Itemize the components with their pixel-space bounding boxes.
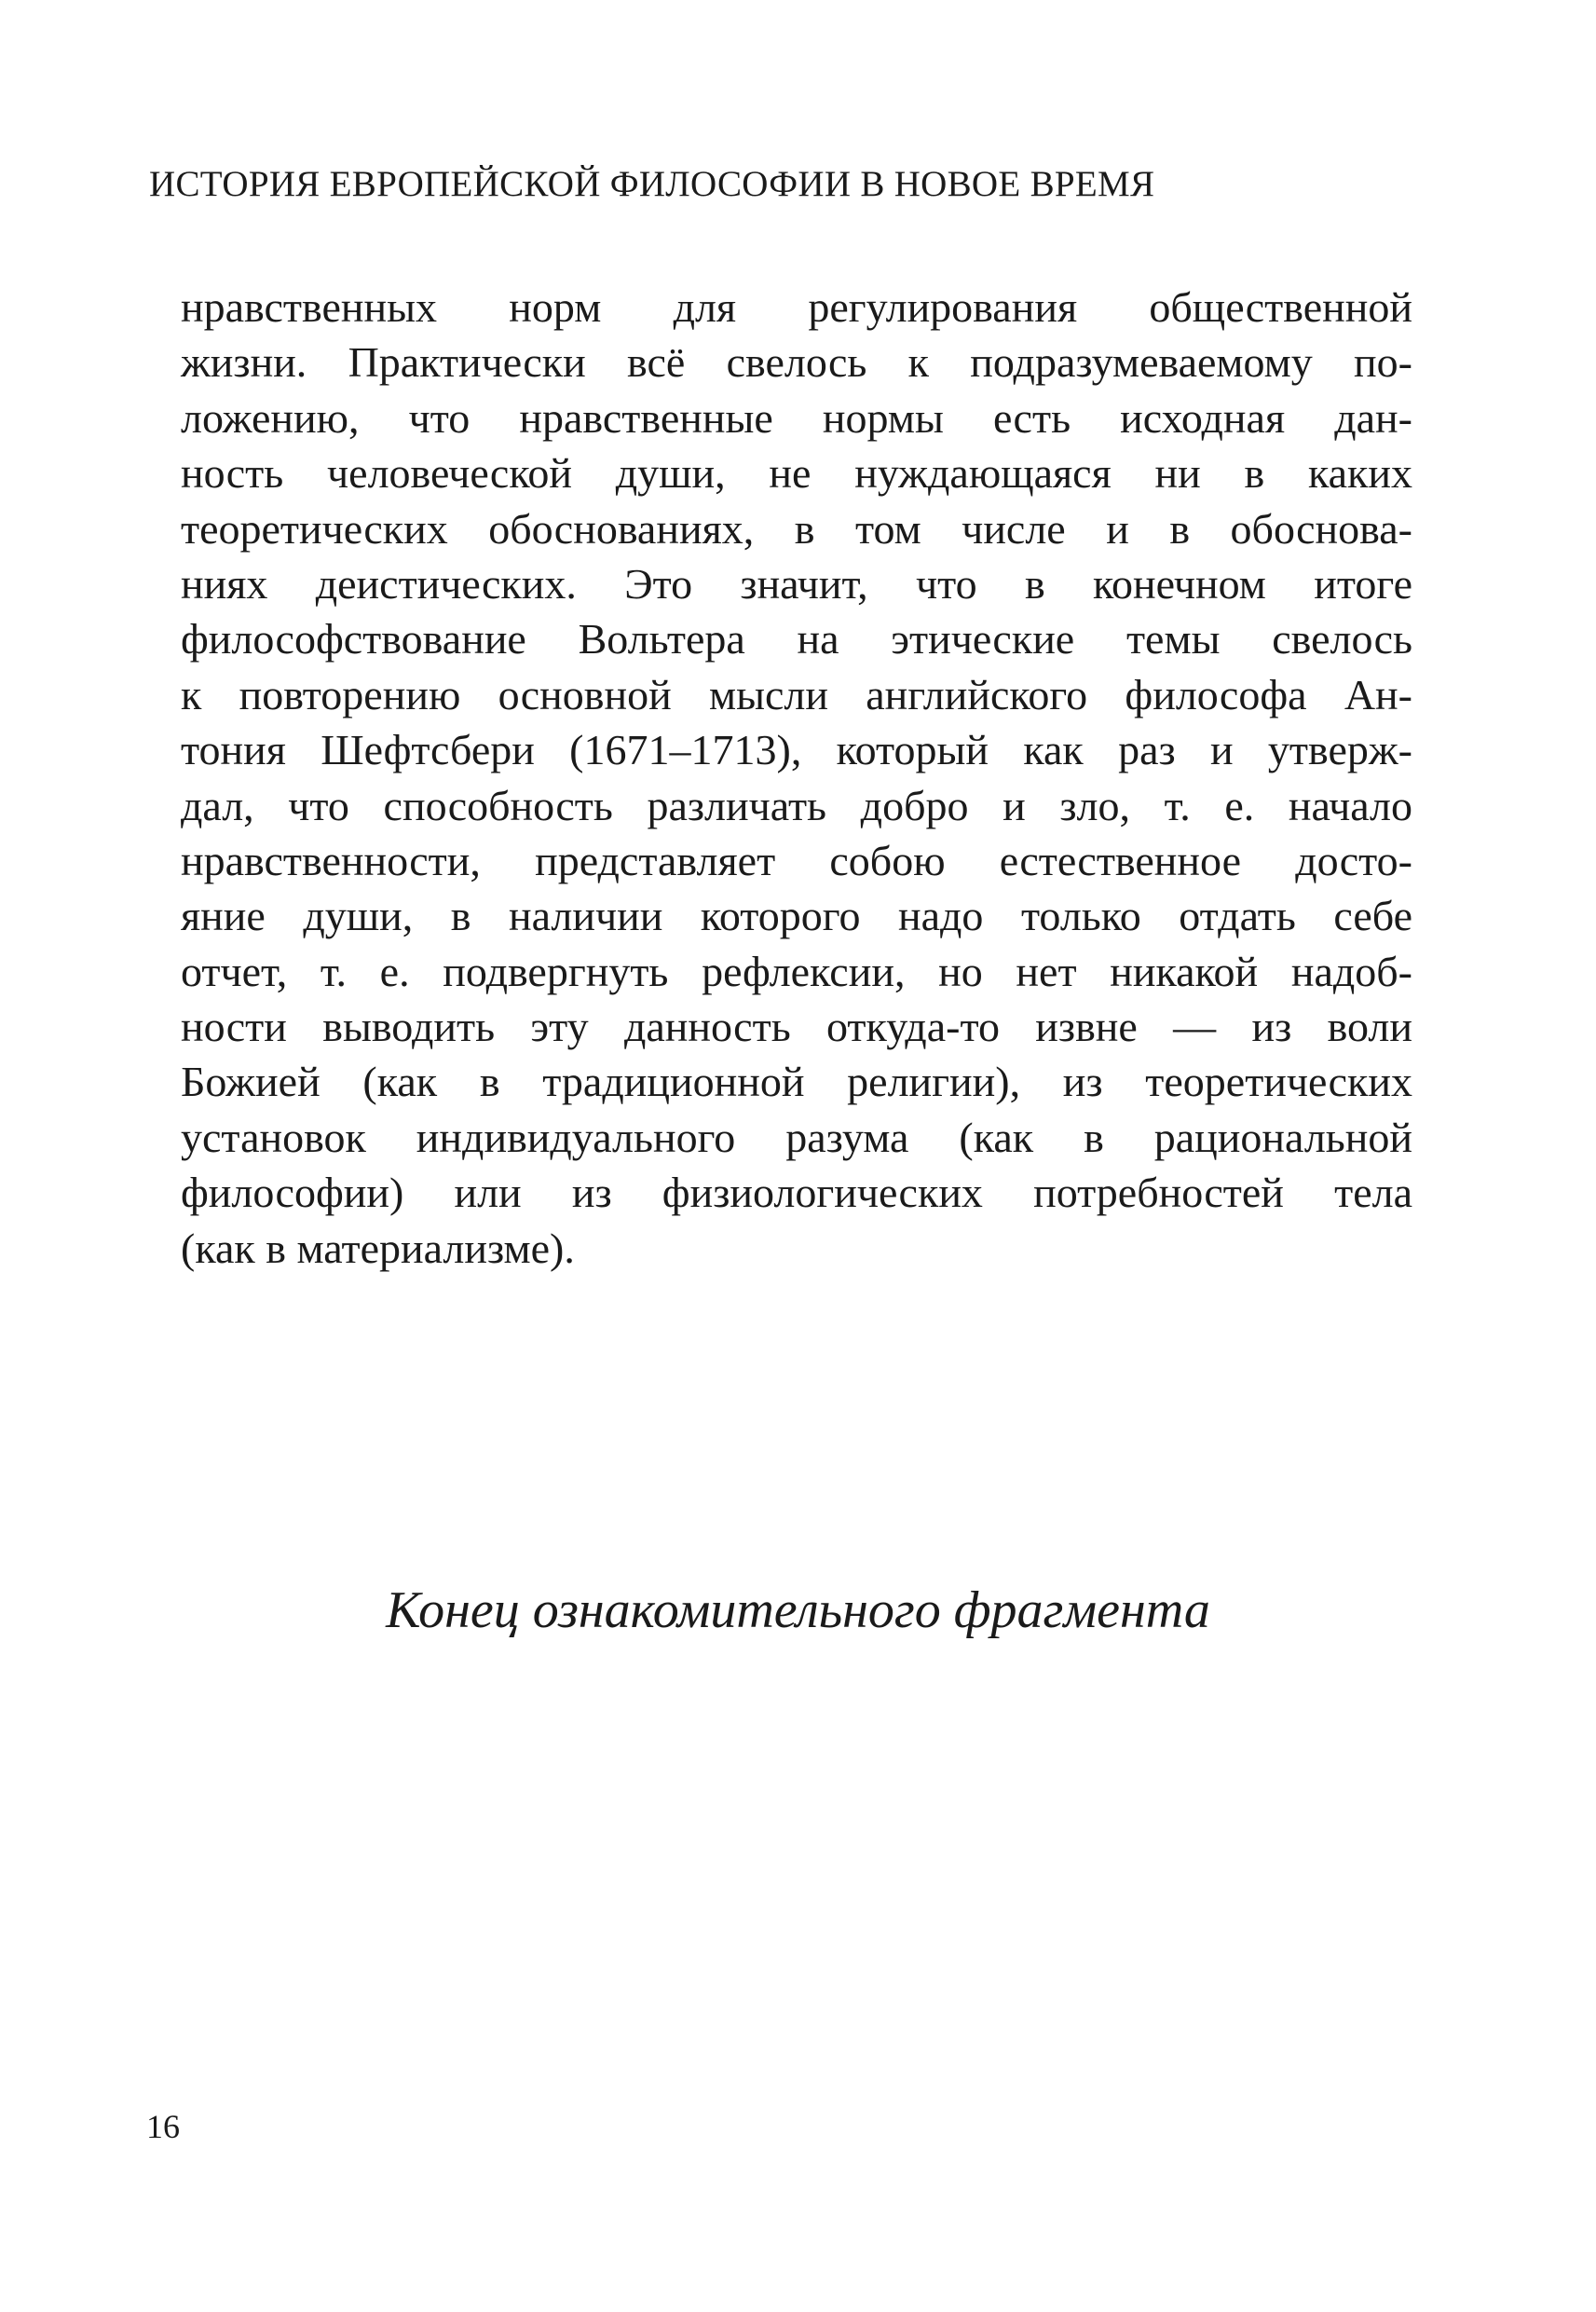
text-line: ниях деистических. Это значит, что в конечном итоге <box>181 559 1412 608</box>
text-line: философии) или из физиологических потребностей тела <box>181 1169 1412 1217</box>
text-line: дал, что способность различать добро и зло, т. е. начало <box>181 781 1412 829</box>
text-line: отчет, т. е. подвергнуть рефлексии, но нет никакой надоб- <box>181 947 1412 995</box>
fragment-end-notice: Конец ознакомительного фрагмента <box>386 1581 1210 1639</box>
text-line: ности выводить эту данность откуда-то извне — из воли <box>181 1003 1412 1051</box>
text-line: к повторению основной мысли английского философа Ан- <box>181 670 1412 718</box>
text-line: теоретических обоснованиях, в том числе и в обоснова- <box>181 504 1412 553</box>
text-line: установок индивидуального разума (как в рациональной <box>181 1113 1412 1161</box>
text-line: ность человеческой души, не нуждающаяся ни в каких <box>181 449 1412 498</box>
text-line: нравственных норм для регулирования общественной <box>181 283 1412 331</box>
page-number: 16 <box>146 2108 180 2145</box>
text-line: яние души, в наличии которого надо только отдать себе <box>181 892 1412 940</box>
text-line: тония Шефтсбери (1671–1713), который как раз и утверж- <box>181 726 1412 774</box>
body-paragraph <box>181 280 1412 1276</box>
text-line: нравственности, представляет собою естественное досто- <box>181 836 1412 884</box>
text-line: философствование Вольтера на этические темы свелось <box>181 615 1412 664</box>
text-line: жизни. Практически всё свелось к подразумеваемому по- <box>181 338 1412 387</box>
text-line: ложению, что нравственные нормы есть исходная дан- <box>181 393 1412 442</box>
running-header: ИСТОРИЯ ЕВРОПЕЙСКОЙ ФИЛОСОФИИ В НОВОЕ ВРЕМЯ <box>149 164 1155 204</box>
text-line: (как в материализме). <box>181 1224 575 1272</box>
text-line: Божией (как в традиционной религии), из теоретических <box>181 1058 1412 1106</box>
